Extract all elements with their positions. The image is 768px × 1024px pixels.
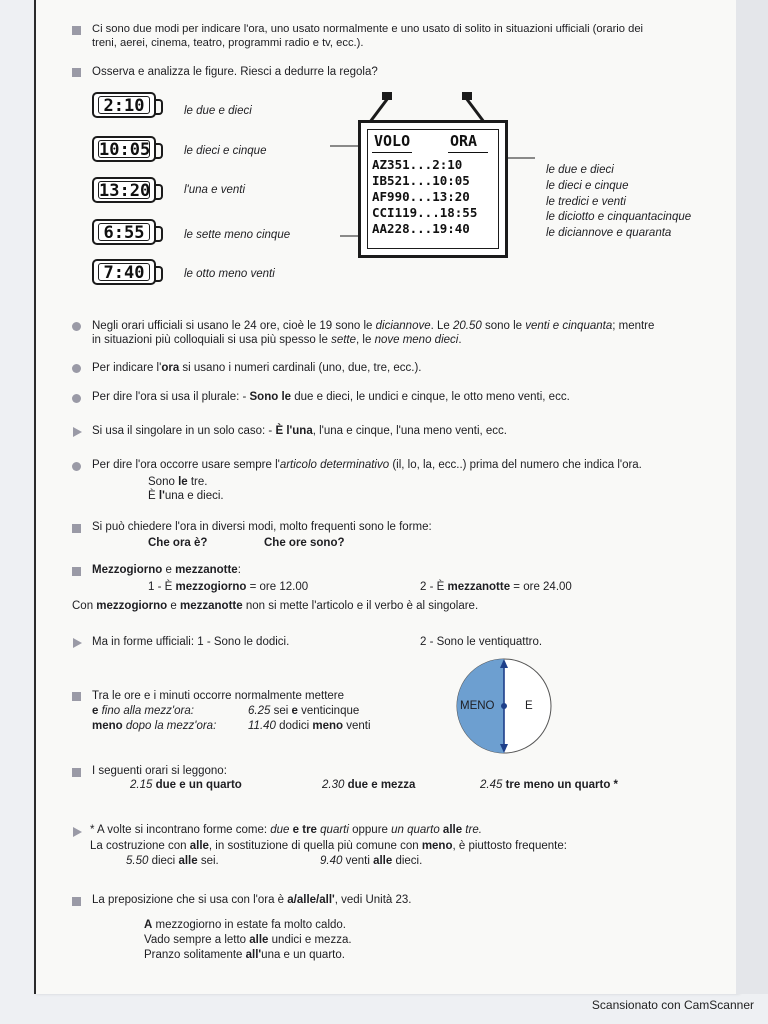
noon-line: 1 - È mezzogiorno = ore 12.00 [148, 581, 309, 593]
bullet-square [72, 897, 81, 906]
prep-example1: A mezzogiorno in estate fa molto caldo. [144, 919, 346, 931]
clock-display: 7:40 [98, 263, 150, 281]
minutes-e-example: 6.25 sei e venticinque [248, 705, 360, 717]
note-example2: 9.40 venti alle dieci. [320, 855, 423, 867]
bullet-square [72, 768, 81, 777]
rule-article-example2: È l'una e dieci. [148, 490, 224, 502]
bullet-dot [72, 364, 81, 373]
board-underline [448, 152, 488, 153]
board-header-volo: VOLO [374, 132, 411, 150]
prep-example2: Vado sempre a letto alle undici e mezza. [144, 934, 352, 946]
minutes-meno-example: 11.40 dodici meno venti [248, 720, 371, 732]
note-example1: 5.50 dieci alle sei. [126, 855, 219, 867]
intro-line1: Ci sono due modi per indicare l'ora, uno usato normalmente e uno usato di solito in situazioni ufficiali (orario dei [92, 23, 644, 35]
clock-caption: le dieci e cinque [184, 145, 267, 157]
digital-clock [92, 136, 156, 162]
departure-board [358, 120, 508, 258]
board-caption: le due e dieci [546, 164, 614, 176]
board-row: AA228...19:40 [372, 221, 470, 236]
noon-note: Con mezzogiorno e mezzanotte non si mette l'articolo e il verbo è al singolare. [72, 600, 479, 612]
bullet-dot [72, 462, 81, 471]
board-row: AZ351...2:10 [372, 157, 463, 172]
minutes-meno-line: meno dopo la mezz'ora: [92, 720, 217, 732]
digital-clock [92, 177, 156, 203]
clock-caption: le due e dieci [184, 105, 252, 117]
rule-24h-line2: in situazioni più colloquiali si usa più spesso le sette, le nove meno dieci. [92, 334, 462, 346]
bullet-triangle [73, 827, 82, 837]
bullet-square [72, 68, 81, 77]
clock-display: 2:10 [98, 96, 150, 114]
rule-singular: Si usa il singolare in un solo caso: - È l'una, l'una e cinque, l'una meno venti, ecc. [92, 425, 507, 437]
page-edge [736, 0, 768, 994]
rule-cardinals: Per indicare l'ora si usano i numeri cardinali (uno, due, tre, ecc.). [92, 362, 422, 374]
ask-question2: Che ore sono? [264, 537, 345, 549]
bullet-triangle [73, 638, 82, 648]
quarters-intro: I seguenti orari si leggono: [92, 765, 227, 777]
dial-label-e: E [525, 700, 533, 712]
board-caption: le diciotto e cinquantacinque [546, 211, 692, 223]
noon-heading: Mezzogiorno e mezzanotte: [92, 564, 241, 576]
digital-clock [92, 219, 156, 245]
clock-caption: l'una e venti [184, 184, 246, 196]
bullet-square [72, 692, 81, 701]
board-row: AF990...13:20 [372, 189, 470, 204]
minutes-intro: Tra le ore e i minuti occorre normalmente mettere [92, 690, 345, 702]
dial-label-meno: MENO [460, 700, 495, 712]
board-caption: le diciannove e quaranta [546, 227, 672, 239]
quarter-example1: 2.15 due e un quarto [130, 779, 242, 791]
rule-article: Per dire l'ora occorre usare sempre l'articolo determinativo (il, lo, la, ecc..) prima del numero che indica l'ora. [92, 459, 642, 471]
prep-line: La preposizione che si usa con l'ora è a/alle/all', vedi Unità 23. [92, 894, 412, 906]
rule-plural: Per dire l'ora si usa il plurale: - Sono le due e dieci, le undici e cinque, le otto meno venti, ecc. [92, 391, 570, 403]
prep-example3: Pranzo solitamente all'una e un quarto. [144, 949, 345, 961]
clock-display: 13:20 [99, 181, 151, 201]
quarter-example3: 2.45 tre meno un quarto * [480, 779, 619, 791]
digital-clock [92, 259, 156, 285]
bullet-dot [72, 394, 81, 403]
board-caption: le dieci e cinque [546, 180, 629, 192]
board-header-ora: ORA [450, 132, 478, 150]
board-underline [372, 152, 412, 153]
bullet-triangle [73, 427, 82, 437]
clock-display: 10:05 [99, 140, 151, 160]
quarter-example2: 2.30 due e mezza [322, 779, 416, 791]
official-form1: Ma in forme ufficiali: 1 - Sono le dodici. [92, 636, 290, 648]
board-row: IB521...10:05 [372, 173, 470, 188]
rule-article-example1: Sono le tre. [148, 476, 208, 488]
clock-caption: le otto meno venti [184, 268, 275, 280]
note-line2: La costruzione con alle, in sostituzione di quella più comune con meno, è piuttosto frequente: [90, 840, 567, 852]
observe-text: Osserva e analizza le figure. Riesci a dedurre la regola? [92, 66, 378, 78]
bullet-square [72, 567, 81, 576]
board-caption: le tredici e venti [546, 196, 626, 208]
bullet-square [72, 524, 81, 533]
ask-intro: Si può chiedere l'ora in diversi modi, molto frequenti sono le forme: [92, 521, 432, 533]
clock-caption: le sette meno cinque [184, 229, 291, 241]
bullet-square [72, 26, 81, 35]
midnight-line: 2 - È mezzanotte = ore 24.00 [420, 581, 572, 593]
intro-line2: treni, aerei, cinema, teatro, programmi radio e tv, ecc.). [92, 37, 364, 49]
bullet-dot [72, 322, 81, 331]
clock-display: 6:55 [98, 223, 150, 241]
board-row: CCI119...18:55 [372, 205, 478, 220]
minutes-e-line: e fino alla mezz'ora: [92, 705, 194, 717]
scanner-watermark: Scansionato con CamScanner [591, 998, 754, 1012]
note-line1: * A volte si incontrano forme come: due e tre quarti oppure un quarto alle tre. [90, 824, 482, 836]
official-form2: 2 - Sono le ventiquattro. [420, 636, 543, 648]
rule-24h-line1: Negli orari ufficiali si usano le 24 ore, cioè le 19 sono le diciannove. Le 20.50 sono le venti e cinquanta; mentre [92, 320, 655, 332]
ask-question1: Che ora è? [148, 537, 208, 549]
board-screen [367, 129, 499, 249]
digital-clock [92, 92, 156, 118]
